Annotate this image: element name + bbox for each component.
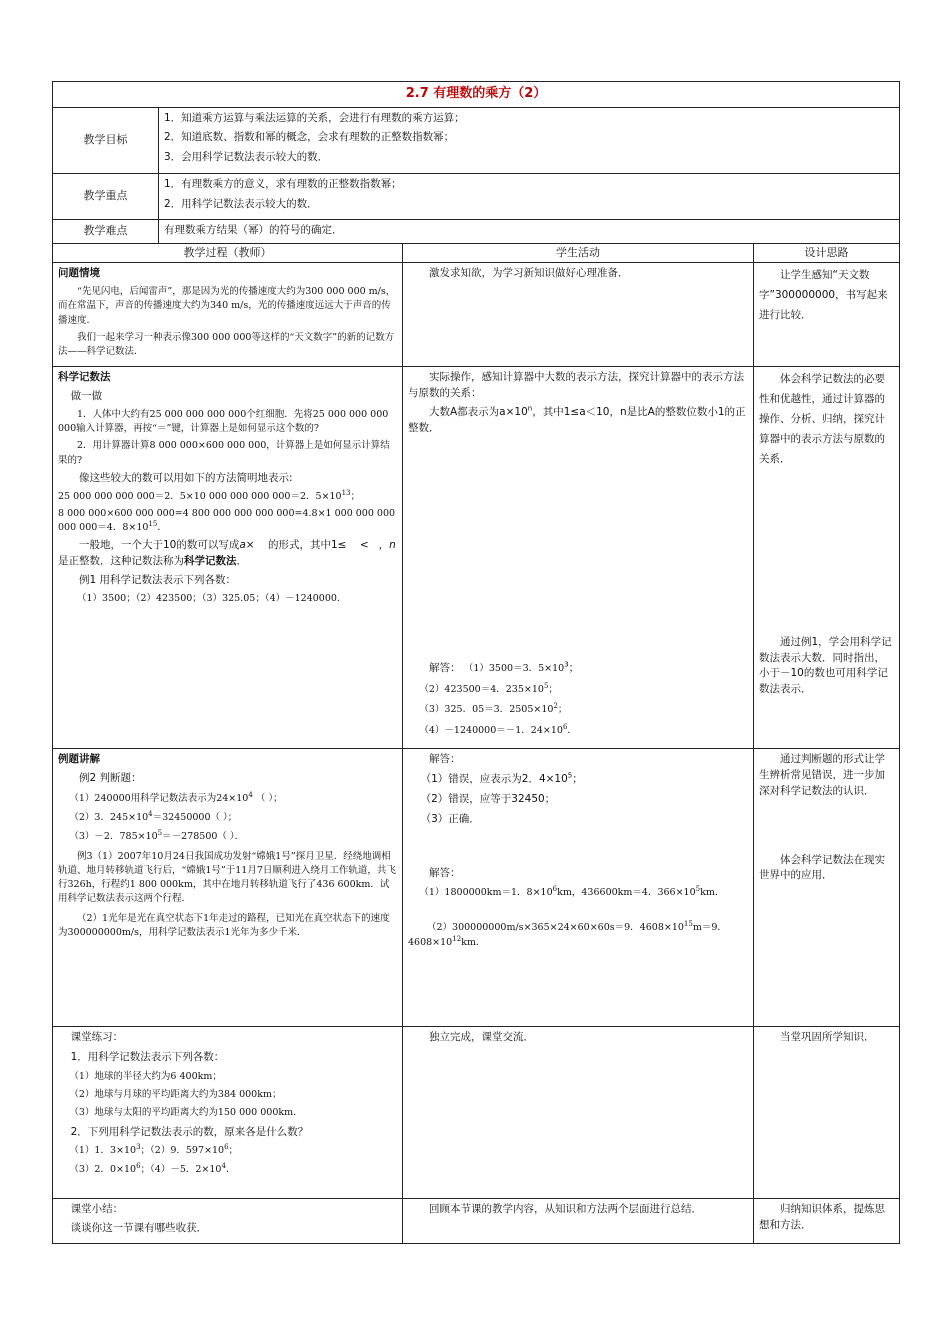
question-1: 1．人体中大约有25 000 000 000 000个红细胞．先将25 000 000 000 000输入计算器，再按“＝”键，计算器上是如何显示这个数的? — [58, 408, 389, 434]
section-practice-student — [403, 1027, 754, 1199]
section-problem-teacher — [53, 263, 403, 367]
example-2: 例2 判断题： — [79, 772, 142, 784]
practice-question: 1．用科学记数法表示下列各数： — [70, 1051, 225, 1063]
difficulty-label: 教学难点 — [53, 220, 159, 244]
objective-item: 3．会用科学记数法表示较大的数． — [164, 151, 329, 163]
section-summary-design — [754, 1199, 900, 1244]
answer-label: 解答： — [429, 753, 461, 766]
practice-item: （2）地球与月球的平均距离大约为384 000km； — [69, 1089, 282, 1100]
keypoints-label: 教学重点 — [53, 173, 159, 220]
col-header-design: 设计思路 — [754, 243, 900, 263]
answer-label: 解答： — [429, 867, 461, 880]
judge-item: （1）240000用科学记数法表示为$24\times 10^4$ （ ）； — [69, 790, 283, 804]
practice-item: （1）地球的半径大约为6 400km； — [69, 1070, 222, 1082]
definition: 一般地，一个大于10的数可以写成a× 的形式，其中1≤ < ，n是正整数．这种记数法称为科学记数法． — [58, 539, 396, 567]
answer-item: （1）1800000km＝1．$8\times 10^6km$，436600km＝4．$366\times 10^5km$． — [419, 884, 725, 898]
judge-item: （2）3．$245\times 10^4=32450000$（ ）； — [69, 809, 238, 823]
example-1: 例1 用科学记数法表示下列各数： — [79, 573, 237, 586]
section-practice-teacher — [53, 1027, 403, 1199]
question-2: 2．用计算器计算8 000 000×600 000 000，计算器上是如何显示计算结果的? — [58, 440, 390, 466]
section-notation-student — [403, 367, 754, 749]
objectives-content — [159, 107, 900, 173]
student-rule: 大数A都表示为$a\times 10^n$，其中1≤a＜10，n是比A的整数位数小1的正整数． — [408, 404, 746, 434]
answer-item: （3）325．05＝3．$2505\times 10^2$； — [419, 702, 568, 716]
design-note: 让学生感知“天文数字”300000000，书写起来进行比较． — [759, 269, 888, 322]
summary-text: 谈谈你这一节课有哪些收获． — [70, 1222, 208, 1234]
equation-2: 8 000 000×600 000 000=4 800 000 000 000 000=4.8×1 000 000 000 000 000＝4．$8\times 10^{15}$． — [58, 507, 396, 533]
answer-item: （2）423500＝4．$235\times 10^5$； — [419, 681, 558, 695]
student-activity: 回顾本节课的教学内容，从知识和方法两个层面进行总结． — [429, 1203, 702, 1216]
practice-item: （3）地球与太阳的平均距离大约为150 000 000km． — [69, 1107, 303, 1119]
page-title: 2.7 有理数的乘方（2） — [53, 82, 900, 108]
problem-paragraph: 我们一起来学习一种表示像300 000 000等这样的“天文数字”的新的记数方法——科学记数法． — [58, 331, 395, 357]
design-note: 体会科学记数法的必要性和优越性，通过计算器的操作、分析、归纳，探究计算器中的表示方法与原数的关系． — [759, 373, 885, 465]
example-1-items: （1）3500；（2）423500；（3）325.05；（4）－1240000． — [77, 592, 347, 604]
section-heading: 课堂练习： — [70, 1031, 124, 1044]
section-heading: 课堂小结： — [70, 1203, 124, 1216]
section-examples-student — [403, 749, 754, 1027]
student-activity: 独立完成，课堂交流． — [429, 1031, 534, 1044]
section-summary-student — [403, 1199, 754, 1244]
example-3-part-2: （2）1光年是光在真空状态下1年走过的路程，已知光在真空状态下的速度为300000000m/s，用科学记数法表示1光年为多少千米． — [58, 912, 390, 938]
section-practice-design — [754, 1027, 900, 1199]
practice-question: 2．下列用科学记数法表示的数，原来各是什么数？ — [70, 1125, 309, 1138]
keypoint-item: 1．有理数乘方的意义，求有理数的正整数指数幂； — [164, 177, 402, 190]
equation-1: 25 000 000 000 000＝2．5×10 000 000 000 000＝2．$5\times 10^{13}$； — [58, 488, 361, 502]
section-heading: 科学记数法 — [58, 371, 111, 384]
practice-item: （3）2．$0\times 10^6$；（4）－5．$2\times 10^4$． — [69, 1161, 236, 1175]
student-activity: 激发求知欲，为学习新知识做好心理准备． — [429, 267, 629, 280]
objectives-label: 教学目标 — [53, 107, 159, 173]
practice-item: （1）1．$3\times 10^3$；（2）9．$597\times 10^6$； — [69, 1143, 239, 1157]
lesson-table — [52, 81, 900, 1244]
subheading: 做一做 — [70, 390, 103, 402]
objective-item: 2．知道底数、指数和幂的概念，会求有理数的正整数指数幂； — [164, 131, 455, 144]
answer-item: （2）错误，应等于32450； — [420, 792, 556, 805]
section-examples-teacher — [53, 749, 403, 1027]
student-activity: 实际操作，感知计算器中大数的表示方法，探究计算器中的表示方法与原数的关系： — [408, 371, 744, 399]
problem-paragraph: “先见闪电，后闻雷声”，那是因为光的传播速度大约为300 000 000 m/s，而在常温下，声音的传播速度大约为340 m/s，光的传播速度远远大于声音的传播速度． — [58, 286, 396, 326]
objective-item: 1．知道乘方运算与乘法运算的关系，会进行有理数的乘方运算； — [164, 111, 465, 124]
design-note: 当堂巩固所学知识． — [780, 1031, 875, 1044]
judge-item: （3）－2．$785\times 10^5=-278500$（ ）． — [69, 829, 245, 843]
section-heading: 例题讲解 — [58, 753, 100, 766]
notation-intro: 像这些较大的数可以用如下的方法简明地表示: — [79, 471, 293, 484]
answer-label: 解答： （1）3500＝3．$5\times 10^3$； — [429, 660, 580, 675]
design-note: 通过判断题的形式让学生辨析常见错误，进一步加深对科学记数法的认识． — [759, 753, 885, 797]
design-note: 体会科学记数法在现实世界中的应用． — [759, 853, 885, 882]
difficulty-text: 有理数乘方结果（幂）的符号的确定． — [159, 220, 900, 244]
answer-item: （2）300000000m/s×365×24×60×60s＝9．$4608\times 10^{15}m=9$．$4608\times 10^{12}km$． — [408, 920, 727, 948]
answer-item: （3）正确． — [420, 812, 480, 825]
design-note: 通过例1，学会用科学记数法表示大数．同时指出，小于－10的数也可用科学记数法表示． — [759, 635, 892, 696]
section-examples-design — [754, 749, 900, 1027]
section-notation-teacher — [53, 367, 403, 749]
answer-item: （4）－1240000＝－1．$24\times 10^6$． — [419, 722, 577, 736]
design-note: 归纳知识体系，提炼思想和方法． — [759, 1203, 885, 1231]
col-header-teacher: 教学过程（教师） — [53, 243, 403, 263]
example-3: 例3（1）2007年10月24日我国成功发射“嫦娥1号”探月卫星．经绕地调相轨道、地月转移轨道飞行后，“嫦娥1号”于11月7日顺利进入绕月工作轨道，共飞行326h，行程约1 800 000km，其中在地月转移轨道飞行了436 600km．试用科学记数法表示这两个行程． — [58, 850, 396, 905]
col-header-student: 学生活动 — [403, 243, 754, 263]
keypoints-content — [159, 173, 900, 220]
section-summary-teacher — [53, 1199, 403, 1244]
section-notation-design — [754, 367, 900, 749]
section-problem-design — [754, 263, 900, 367]
section-problem-student — [403, 263, 754, 367]
answer-item: （1）错误，应表示为2．$4\times 10^5$； — [420, 771, 583, 785]
lesson-plan — [52, 81, 899, 1244]
section-heading: 问题情境 — [58, 267, 100, 280]
keypoint-item: 2．用科学记数法表示较大的数． — [164, 197, 318, 210]
